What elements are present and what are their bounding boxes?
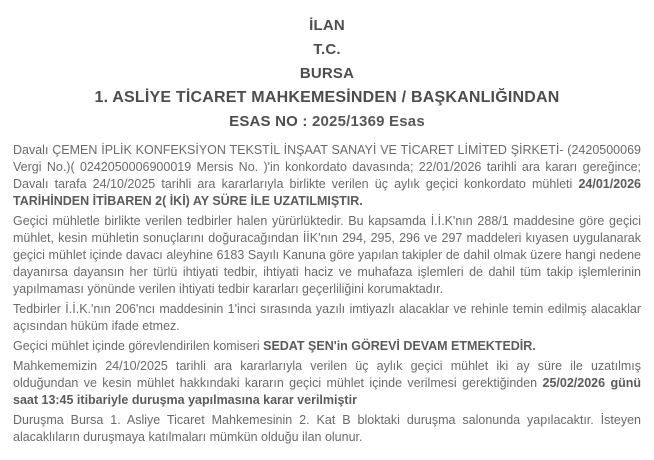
paragraph [13,412,641,446]
header-court-name: 1. ASLİYE TİCARET MAHKEMESİNDEN / BAŞKANLIĞINDAN [94,89,560,106]
paragraph-bold-text: 25/02/2026 günü saat 13:45 itibariyle duruşma yapılmasına karar verilmiştir [13,376,641,407]
paragraph [13,142,641,210]
header-city: BURSA [299,65,355,82]
paragraph [13,213,641,298]
header-tc: T.C. [313,41,341,58]
announcement-header [13,14,641,134]
paragraph-bold-text: 24/01/2026 TARİHİNDEN İTİBAREN 2( İKİ) AY SÜRE İLE UZATILMIŞTIR. [13,177,641,208]
header-case-number [13,110,641,134]
announcement-body [13,142,641,446]
paragraph [13,358,641,409]
paragraph-text: Geçici mühletle birlikte verilen tedbirler halen yürürlüktedir. Bu kapsamda İ.İ.K'nın 288/1 maddesine göre geçici mühlet, kesin mühletin sonuçlarını doğuracağından İİK'nın 294, 295, 296 ve 297 maddeleri kıyasen uygulanarak geçici mühlet içinde davacı aleyhine 6183 Sayılı Kanuna göre yapılan takipler de dahil olmak üzere hangi nedene dayanırsa dayansın her türlü ihtiyati tedbir, ihtiyati haciz ve muhafaza işlemleri de dahil tüm takip işlemlerinin yapılmaması yönünde verilen ihtiyati tedbir kararları geçerliliğini korumaktadır. [13,214,641,296]
header-ilan: İLAN [309,17,345,34]
paragraph-text: Tedbirler İ.İ.K.'nın 206'ncı maddesinin 1'inci sırasında yazılı imtiyazlı alacaklar ve rehinle temin edilmiş alacaklar açısından hüküm ifade etmez. [13,302,641,333]
paragraph [13,338,641,355]
paragraph [13,301,641,335]
paragraph-bold-text: SEDAT ŞEN'in GÖREVİ DEVAM ETMEKTEDİR. [263,339,536,353]
paragraph-text: Geçici mühlet içinde görevlendirilen komiseri [13,339,264,353]
paragraph-text: Duruşma Bursa 1. Asliye Ticaret Mahkemesinin 2. Kat B bloktaki duruşma salonunda yapılacaktır. İsteyen alacaklıların duruşmaya katılmaları mümkün olduğu ilan olunur. [13,413,641,444]
paragraph-text: Mahkememizin 24/10/2025 tarihli ara kararlarıyla verilen üç aylık geçici mühlet iki ay süre ile uzatılmış olduğundan ve kesin mühlet hakkındaki kararın geçici mühlet içinde verilmesi gerektiğinden [13,359,641,390]
case-number-label: ESAS NO : [229,113,308,130]
paragraph-text: Davalı ÇEMEN İPLİK KONFEKSİYON TEKSTİL İNŞAAT SANAYİ VE TİCARET LİMİTED ŞİRKETİ- (2420500069 Vergi No.)( 0242050006900019 Mersis No. )'in konkordato davasında; 22/01/2026 tarihli ara kararı gereğince; Davalı tarafa 24/10/2025 tarihli ara kararlarıyla birlikte verilen üç aylık geçici konkordato mühleti [13,143,641,191]
case-number-value: 2025/1369 Esas [311,113,425,130]
